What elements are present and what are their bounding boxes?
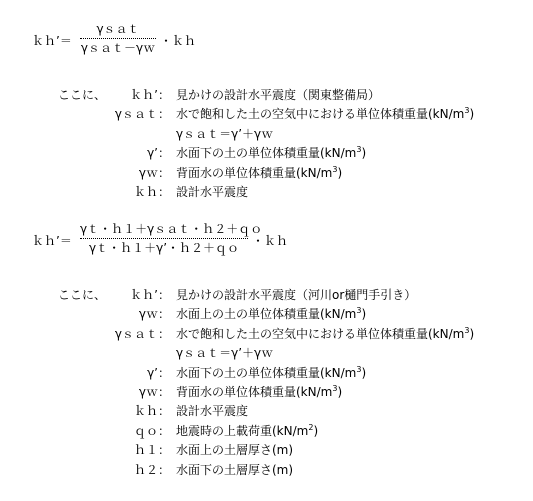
description-text: 水面下の土の単位体積重量(kN/m xyxy=(176,146,357,161)
formula1-denominator: γｓａｔ－γｗ xyxy=(80,41,156,55)
definition-description xyxy=(176,366,366,380)
definition-relation xyxy=(176,346,273,360)
description-text: 水面上の土層厚さ(m) xyxy=(176,443,294,458)
definition-colon: ： xyxy=(158,423,171,438)
definition-colon: ： xyxy=(158,443,171,458)
definition-term: ｋｈ’ xyxy=(130,288,158,302)
definition-description xyxy=(176,107,474,121)
definition-colon: ： xyxy=(158,185,171,199)
formula1-fraction-bar xyxy=(80,38,156,39)
description-tail: ) xyxy=(469,326,475,341)
description-text: 水面上の土の単位体積重量(kN/m xyxy=(176,307,357,322)
description-text: 水で飽和した土の空気中における単位体積重量(kN/m xyxy=(176,107,465,122)
formula2-fraction xyxy=(80,218,263,258)
definition-term: γｗ xyxy=(138,165,158,180)
formula2-lhs: ｋｈ’＝ xyxy=(32,234,72,248)
description-text: 見かけの設計水平震度（関東整備局） xyxy=(176,88,381,102)
description-text: 背面水の単位体積重量(kN/m xyxy=(176,385,333,399)
definition-description xyxy=(176,288,416,302)
formula2-fraction-bar xyxy=(80,238,248,239)
definition-description xyxy=(176,88,380,102)
definition-colon: ： xyxy=(158,146,171,161)
description-text: 設計水平震度 xyxy=(176,404,249,419)
description-tail: ) xyxy=(337,165,343,180)
definition-colon: ： xyxy=(158,385,171,399)
unit-exponent: 3 xyxy=(332,384,338,393)
definition-term: γ’ xyxy=(147,146,158,161)
definition-term: γｗ xyxy=(138,385,158,399)
definition-colon: ： xyxy=(158,365,171,380)
unit-exponent: 3 xyxy=(332,164,338,174)
definition-description xyxy=(176,463,293,477)
definition-description xyxy=(176,404,248,418)
definition-colon: ： xyxy=(158,88,171,102)
description-text: 水面下の土の単位体積重量(kN/m xyxy=(176,365,357,380)
definition-description xyxy=(176,424,318,438)
definition-term: ｈ２ xyxy=(133,462,158,477)
unit-exponent: 3 xyxy=(356,364,362,374)
description-text: 背面水の単位体積重量(kN/m xyxy=(176,165,333,180)
definition-colon: ： xyxy=(158,107,171,122)
unit-exponent: 3 xyxy=(356,306,362,316)
description-tail: ) xyxy=(337,385,343,399)
description-tail: ) xyxy=(361,365,367,380)
description-text: 水で飽和した土の空気中における単位体積重量(kN/m xyxy=(176,326,465,341)
definition-colon: ： xyxy=(158,307,171,322)
description-tail: ) xyxy=(469,107,475,122)
definition-description xyxy=(176,307,366,321)
unit-exponent: 3 xyxy=(464,106,470,116)
formula1-numerator: γｓａｔ xyxy=(96,22,140,36)
definition-description xyxy=(176,146,366,160)
unit-exponent: 3 xyxy=(356,145,362,155)
definition-term: ｑｏ xyxy=(133,423,158,438)
definition-colon: ： xyxy=(158,326,171,341)
definition-description xyxy=(176,385,342,399)
description-text: 水面下の土層厚さ(m) xyxy=(176,462,294,477)
definition-term: ｈ１ xyxy=(133,443,158,458)
definition-term: ｋｈ xyxy=(133,404,158,419)
definition-term: γ’ xyxy=(147,365,158,380)
description-text: 地震時の上載荷重(kN/m xyxy=(176,423,309,438)
definition-term: γｓａｔ xyxy=(114,326,158,341)
definition-term: γｗ xyxy=(138,307,158,322)
formula1-fraction xyxy=(80,18,156,58)
definition-term: ｋｈ xyxy=(133,185,158,199)
definition-colon: ： xyxy=(158,404,171,419)
description-tail: ) xyxy=(361,307,367,322)
definition-description xyxy=(176,166,342,180)
formula1-lhs: ｋｈ’＝ xyxy=(32,34,72,48)
formula2-numerator: γｔ・ｈ１＋γｓａｔ・ｈ２＋ｑｏ xyxy=(80,222,263,236)
unit-exponent: 3 xyxy=(464,325,470,335)
definition-description xyxy=(176,327,474,341)
definition-term: γｓａｔ xyxy=(114,107,158,122)
formula2-denominator: γｔ・ｈ１＋γ’・ｈ２＋ｑｏ xyxy=(88,241,240,255)
formula1-rhs: ・ｋｈ xyxy=(160,34,197,48)
definition-description xyxy=(176,185,248,199)
definition-description xyxy=(176,443,293,457)
definition-colon: ： xyxy=(158,165,171,180)
description-text: 設計水平震度 xyxy=(176,185,249,199)
description-text: 見かけの設計水平震度（河川or樋門手引き） xyxy=(176,288,417,302)
definition-term: ｋｈ’ xyxy=(130,88,158,102)
definition-colon: ： xyxy=(158,288,171,302)
definition-colon: ： xyxy=(158,462,171,477)
unit-exponent: 2 xyxy=(308,422,314,432)
description-text: γｓａｔ＝γ’＋γｗ xyxy=(176,346,274,361)
description-tail: ) xyxy=(313,423,319,438)
where-label-1: ここに、 xyxy=(58,88,107,102)
formula2-rhs: ・ｋｈ xyxy=(252,234,289,248)
description-tail: ) xyxy=(361,146,367,161)
definition-relation xyxy=(176,127,273,141)
description-text: γｓａｔ＝γ’＋γｗ xyxy=(176,126,274,141)
where-label-2: ここに、 xyxy=(58,288,107,302)
